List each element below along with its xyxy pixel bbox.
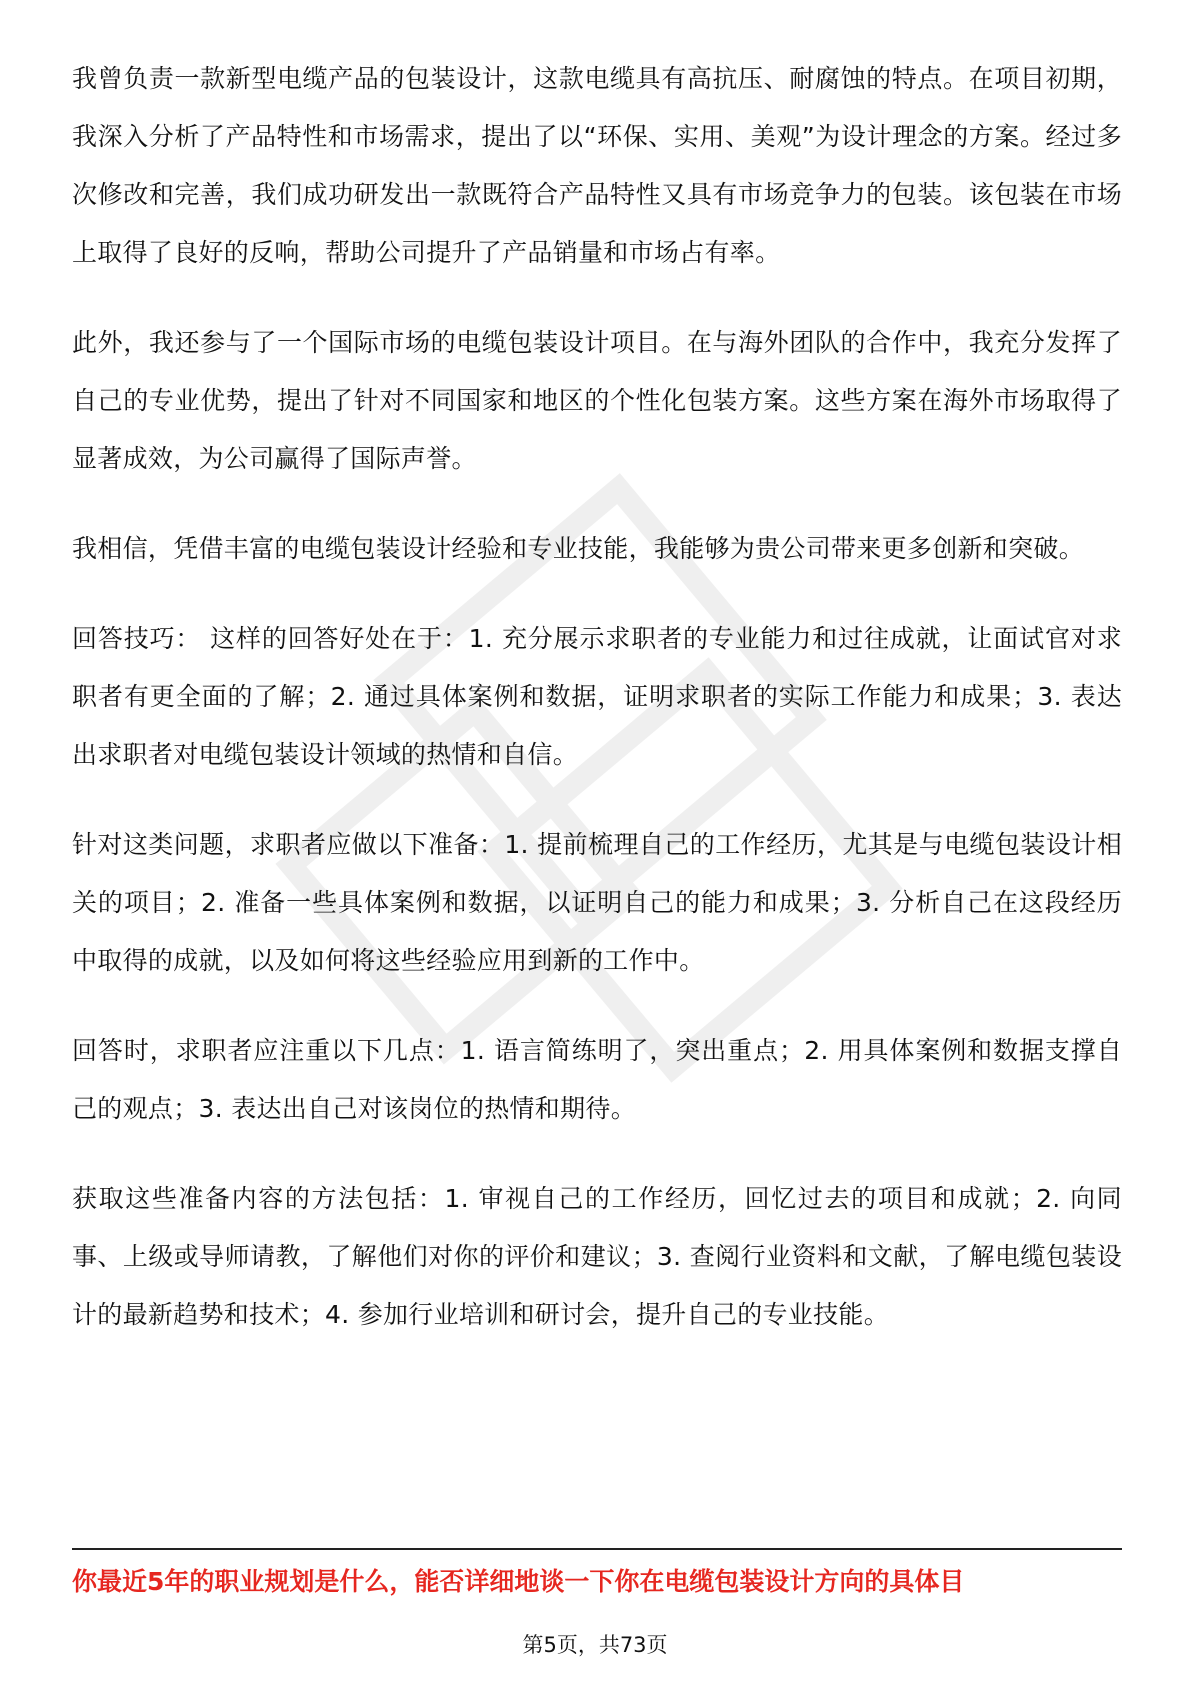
document-body — [72, 50, 1122, 1376]
paragraph-belief: 我相信，凭借丰富的电缆包装设计经验和专业技能，我能够为贵公司带来更多创新和突破。 — [72, 534, 1085, 563]
paragraph-international-project: 此外，我还参与了一个国际市场的电缆包装设计项目。在与海外团队的合作中，我充分发挥了自己的专业优势，提出了针对不同国家和地区的个性化包装方案。这些方案在海外市场取得了显著成效，为公司赢得了国际声誉。 — [72, 328, 1122, 473]
paragraph-methods: 获取这些准备内容的方法包括：1. 审视自己的工作经历，回忆过去的项目和成就；2. 向同事、上级或导师请教，了解他们对你的评价和建议；3. 查阅行业资料和文献，了解电缆包装设计的最新趋势和技术；4. 参加行业培训和研讨会，提升自己的专业技能。 — [72, 1184, 1122, 1329]
paragraph-experience: 我曾负责一款新型电缆产品的包装设计，这款电缆具有高抗压、耐腐蚀的特点。在项目初期，我深入分析了产品特性和市场需求，提出了以“环保、实用、美观”为设计理念的方案。经过多次修改和完善，我们成功研发出一款既符合产品特性又具有市场竞争力的包装。该包装在市场上取得了良好的反响，帮助公司提升了产品销量和市场占有率。 — [72, 64, 1122, 267]
paragraph-answer-points: 回答时，求职者应注重以下几点：1. 语言简练明了，突出重点；2. 用具体案例和数据支撑自己的观点；3. 表达出自己对该岗位的热情和期待。 — [72, 1036, 1122, 1123]
section-divider — [72, 1548, 1122, 1550]
paragraph-preparation: 针对这类问题，求职者应做以下准备：1. 提前梳理自己的工作经历，尤其是与电缆包装设计相关的项目；2. 准备一些具体案例和数据，以证明自己的能力和成果；3. 分析自己在这段经历中取得的成就，以及如何将这些经验应用到新的工作中。 — [72, 830, 1122, 975]
page-number: 第5页，共73页 — [522, 1633, 668, 1657]
next-question-heading: 你最近5年的职业规划是什么，能否详细地谈一下你在电缆包装设计方向的具体目 — [72, 1567, 965, 1596]
paragraph-answer-tips: 回答技巧： 这样的回答好处在于：1. 充分展示求职者的专业能力和过往成就，让面试官对求职者有更全面的了解；2. 通过具体案例和数据，证明求职者的实际工作能力和成果；3. 表达出求职者对电缆包装设计领域的热情和自信。 — [72, 624, 1122, 769]
